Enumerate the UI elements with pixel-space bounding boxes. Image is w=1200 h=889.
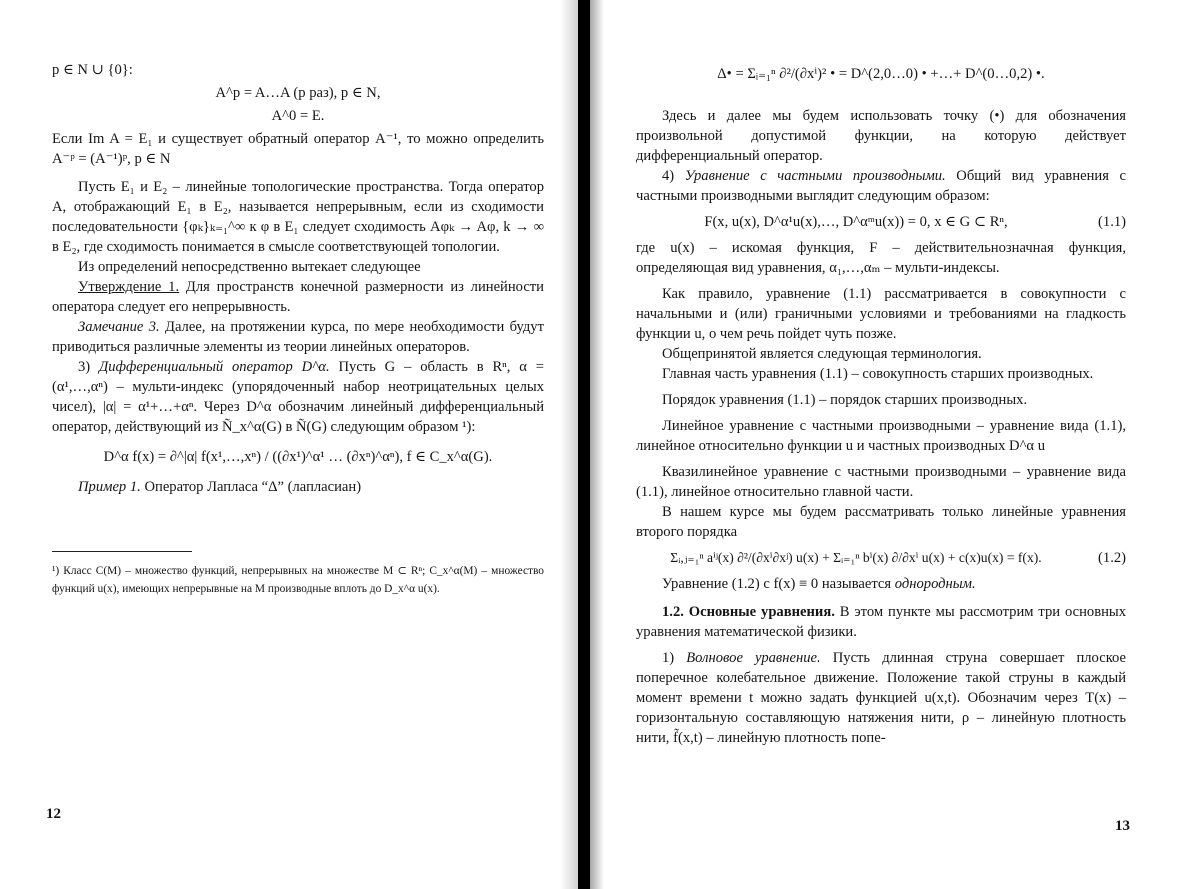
item-number-3: 3)	[78, 359, 100, 375]
paragraph-follows: Из определений непосредственно вытекает следующее	[78, 259, 421, 275]
diff-operator-label: Дифференциальный оператор D^α.	[99, 359, 330, 375]
equation-number-1-2: (1.2)	[1098, 550, 1126, 566]
paragraph-where-u: где u(x) – искомая функция, F – действительнозначная функция, определяющая вид уравнения, α₁,…,αₘ – мульти-индексы.	[636, 240, 1126, 276]
paragraph-continuity: Пусть E₁ и E₂ – линейные топологические пространства. Тогда оператор A, отображающий E₁ в E₂, называется непрерывным, если из сходимости последовательности {φₖ}ₖ₌₁^∞ к φ в E₁ следует сходимость Aφₖ → Aφ, k → ∞ в E₂, где сходимость понимается в смысле соответствующей топологии.	[52, 179, 544, 255]
paragraph-differential-operator	[52, 357, 544, 437]
formula-laplacian: Δ• = Σᵢ₌₁ⁿ ∂²/(∂xⁱ)² • = D^(2,0…0) • +…+ D^(0…0,2) •.	[717, 66, 1045, 82]
statement-text: Для пространств конечной размерности из линейности оператора следует его непрерывность.	[52, 279, 544, 315]
paragraph-order: Порядок уравнения (1.1) – порядок старших производных.	[662, 392, 1028, 408]
item-number-4: 4)	[662, 168, 685, 184]
paragraph-pde	[636, 166, 1126, 206]
item-number-1: 1)	[662, 650, 687, 666]
section-heading-1-2: 1.2. Основные уравнения.	[662, 604, 835, 620]
paragraph-dot-notation: Здесь и далее мы будем использовать точку (•) для обозначения произвольной допустимой функции, на которую действует дифференциальный оператор.	[636, 108, 1126, 164]
formula-power: A^p = A…A (p раз), p ∈ N,	[215, 85, 381, 101]
paragraph-statement-1	[52, 277, 544, 317]
page-number-left: 12	[46, 806, 61, 822]
example-label: Пример 1.	[78, 479, 141, 495]
paragraph-terminology: Общепринятой является следующая терминология.	[662, 346, 982, 362]
page-number-right: 13	[1115, 818, 1130, 834]
statement-label: Утверждение 1.	[78, 279, 180, 295]
paragraph-wave-equation	[636, 648, 1126, 748]
paragraph-linear-equation: Линейное уравнение с частными производными – уравнение вида (1.1), линейное относительно функции u и частных производных D^α u	[636, 418, 1126, 454]
gutter-shadow	[560, 0, 578, 889]
footnote-1: ¹) Класс C(M) – множество функций, непрерывных на множестве M ⊂ Rⁿ; C_x^α(M) – множество функций u(x), имеющих непрерывные на M производные вплоть до D_x^α u(x).	[52, 565, 544, 595]
formula-d-alpha: D^α f(x) = ∂^|α| f(x¹,…,xⁿ) / ((∂x¹)^α¹ … (∂xⁿ)^αⁿ), f ∈ C_x^α(G).	[103, 449, 493, 465]
wave-equation-label: Волновое уравнение.	[686, 650, 821, 666]
pde-label: Уравнение с частными производными.	[684, 168, 946, 184]
homogeneous-text: Уравнение (1.2) с f(x) ≡ 0 называется	[662, 576, 895, 592]
paragraph-as-a-rule: Как правило, уравнение (1.1) рассматривается в совокупности с начальными и (или) граничными условиями и требованиями на гладкость функции u, о чем речь пойдет чуть позже.	[636, 286, 1126, 342]
formula-general-pde: F(x, u(x), D^α¹u(x),…, D^αᵐu(x)) = 0, x ∈ G ⊂ Rⁿ,	[704, 214, 1008, 230]
remark-text: Далее, на протяжении курса, по мере необходимости будут приводиться различные элементы из теории линейных операторов.	[52, 319, 544, 355]
remark-label: Замечание 3.	[78, 319, 160, 335]
equation-number-1-1: (1.1)	[1098, 214, 1126, 230]
paragraph-quasilinear-equation: Квазилинейное уравнение с частными производными – уравнение вида (1.1), линейное относительно главной части.	[636, 464, 1126, 500]
left-page	[0, 0, 578, 889]
formula-second-order: Σᵢ,ⱼ₌₁ⁿ aⁱʲ(x) ∂²/(∂xⁱ∂xʲ) u(x) + Σᵢ₌₁ⁿ bⁱ(x) ∂/∂xⁱ u(x) + c(x)u(x) = f(x).	[670, 550, 1042, 565]
paragraph-homogeneous	[636, 574, 1126, 594]
section-1-2-text: В этом пункте мы рассмотрим три основных уравнения математической физики.	[636, 604, 1126, 640]
paragraph-example-1	[52, 477, 544, 497]
diff-operator-text: Пусть G – область в Rⁿ, α = (α¹,…,αⁿ) – мульти-индекс (упорядоченный набор неотрицательных целых чисел), |α| = α¹+…+αⁿ. Через D^α обозначим линейный дифференциальный оператор, действующий из Ñ_x^α(G) в Ñ(G) следующим образом ¹):	[52, 359, 544, 435]
left-text-column	[52, 60, 544, 598]
formula-power-zero: A^0 = E.	[271, 108, 325, 124]
wave-equation-text: Пусть длинная струна совершает плоское поперечное колебательное движение. Положение такой струны в каждый момент времени t можно задать функцией u(x,t). Обозначим через T(x) – горизонтальную составляющую натяжения нити, ρ – линейную плотность нити, f̃(x,t) – линейную плотность попе-	[636, 650, 1126, 746]
paragraph-principal-part: Главная часть уравнения (1.1) – совокупность старших производных.	[662, 366, 1094, 382]
pde-text: Общий вид уравнения с частными производными выглядит следующим образом:	[636, 168, 1126, 204]
paragraph-second-order: В нашем курсе мы будем рассматривать только линейные уравнения второго порядка	[636, 504, 1126, 540]
paragraph-remark-3	[52, 317, 544, 357]
paragraph-inverse-operator: Если Im A = E₁ и существует обратный оператор A⁻¹, то можно определить A⁻ᵖ = (A⁻¹)ᵖ, p ∈ N	[52, 131, 544, 167]
paragraph-basic-equations	[636, 602, 1126, 642]
spine-shadow	[590, 0, 604, 889]
example-text: Оператор Лапласа “Δ” (лапласиан)	[140, 479, 362, 495]
formula-row-1-2	[636, 548, 1126, 568]
footnote-rule	[52, 551, 192, 552]
line-p-in-n: p ∈ N ∪ {0}:	[52, 62, 133, 78]
right-page	[590, 0, 1200, 889]
homogeneous-term: однородным.	[894, 576, 976, 592]
right-text-column	[636, 60, 1126, 748]
formula-row-1-1	[636, 212, 1126, 232]
